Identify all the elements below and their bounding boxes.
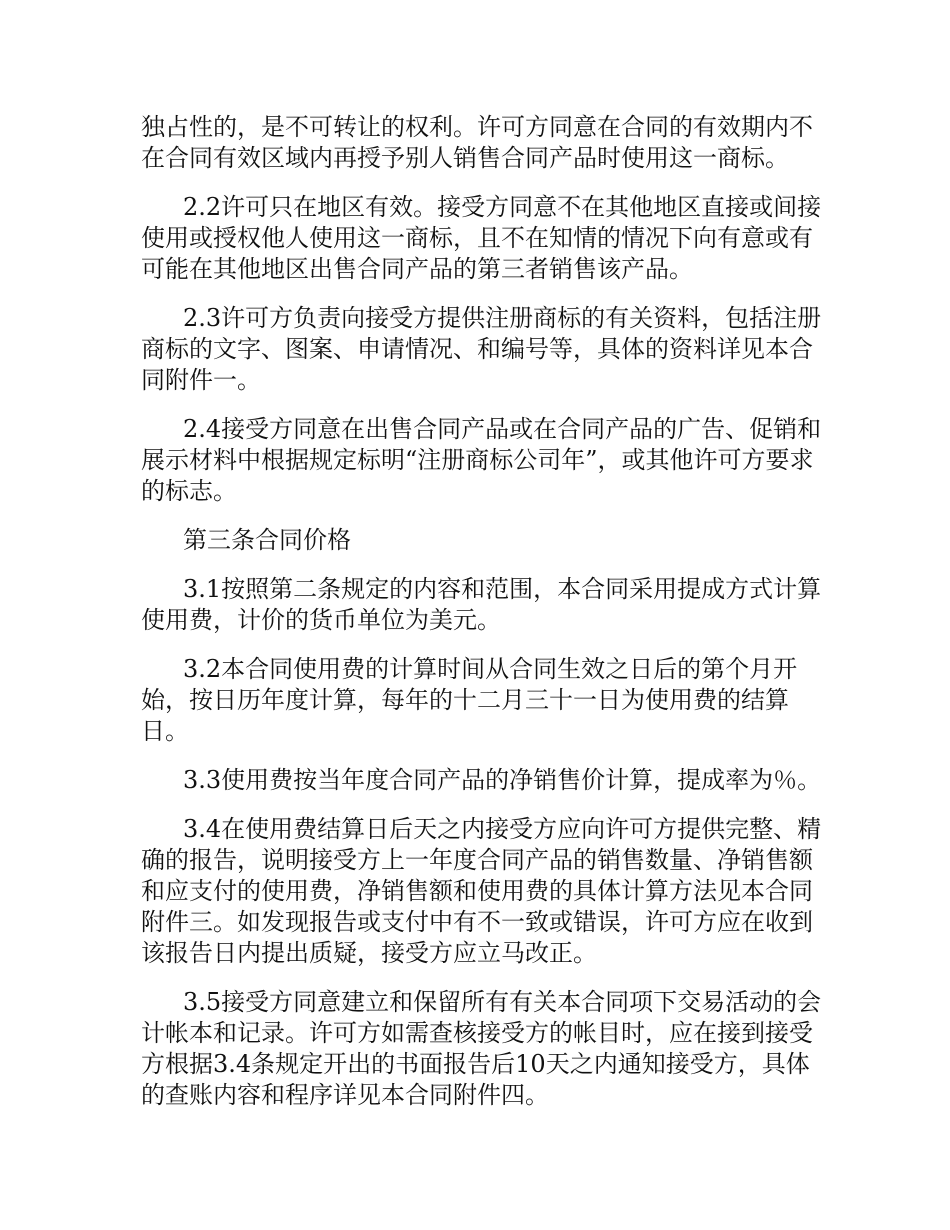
paragraph-3-2: 3.2本合同使用费的计算时间从合同生效之日后的第个月开始，按日历年度计算，每年的十二月三十一日为使用费的结算日。 — [141, 655, 798, 745]
paragraph-2-4: 2.4接受方同意在出售合同产品或在合同产品的广告、促销和展示材料中根据规定标明“注册商标公司年”，或其他许可方要求的标志。 — [141, 415, 822, 505]
paragraph-2-3: 2.3许可方负责向接受方提供注册商标的有关资料，包括注册商标的文字、图案、申请情况、和编号等，具体的资料详见本合同附件一。 — [141, 304, 822, 394]
document-body — [141, 112, 831, 1129]
paragraph-continuation: 独占性的，是不可转让的权利。许可方同意在合同的有效期内不在合同有效区域内再授予别人销售合同产品时使用这一商标。 — [141, 113, 813, 172]
section-heading-article-3: 第三条合同价格 — [183, 526, 351, 554]
paragraph-3-3: 3.3使用费按当年度合同产品的净销售价计算，提成率为％。 — [183, 766, 822, 794]
paragraph-2-2: 2.2许可只在地区有效。接受方同意不在其他地区直接或间接使用或授权他人使用这一商标，且不在知情的情况下向有意或有可能在其他地区出售合同产品的第三者销售该产品。 — [141, 193, 822, 283]
paragraph-3-5: 3.5接受方同意建立和保留所有有关本合同项下交易活动的会计帐本和记录。许可方如需查核接受方的帐目时，应在接到接受方根据3.4条规定开出的书面报告后10天之内通知接受方，具体的查账内容和程序详见本合同附件四。 — [141, 988, 822, 1109]
paragraph-3-1: 3.1按照第二条规定的内容和范围，本合同采用提成方式计算使用费，计价的货币单位为美元。 — [141, 575, 822, 634]
paragraph-3-4: 3.4在使用费结算日后天之内接受方应向许可方提供完整、精确的报告，说明接受方上一年度合同产品的销售数量、净销售额和应支付的使用费，净销售额和使用费的具体计算方法见本合同附件三。如发现报告或支付中有不一致或错误，许可方应在收到该报告日内提出质疑，接受方应立马改正。 — [141, 815, 822, 967]
